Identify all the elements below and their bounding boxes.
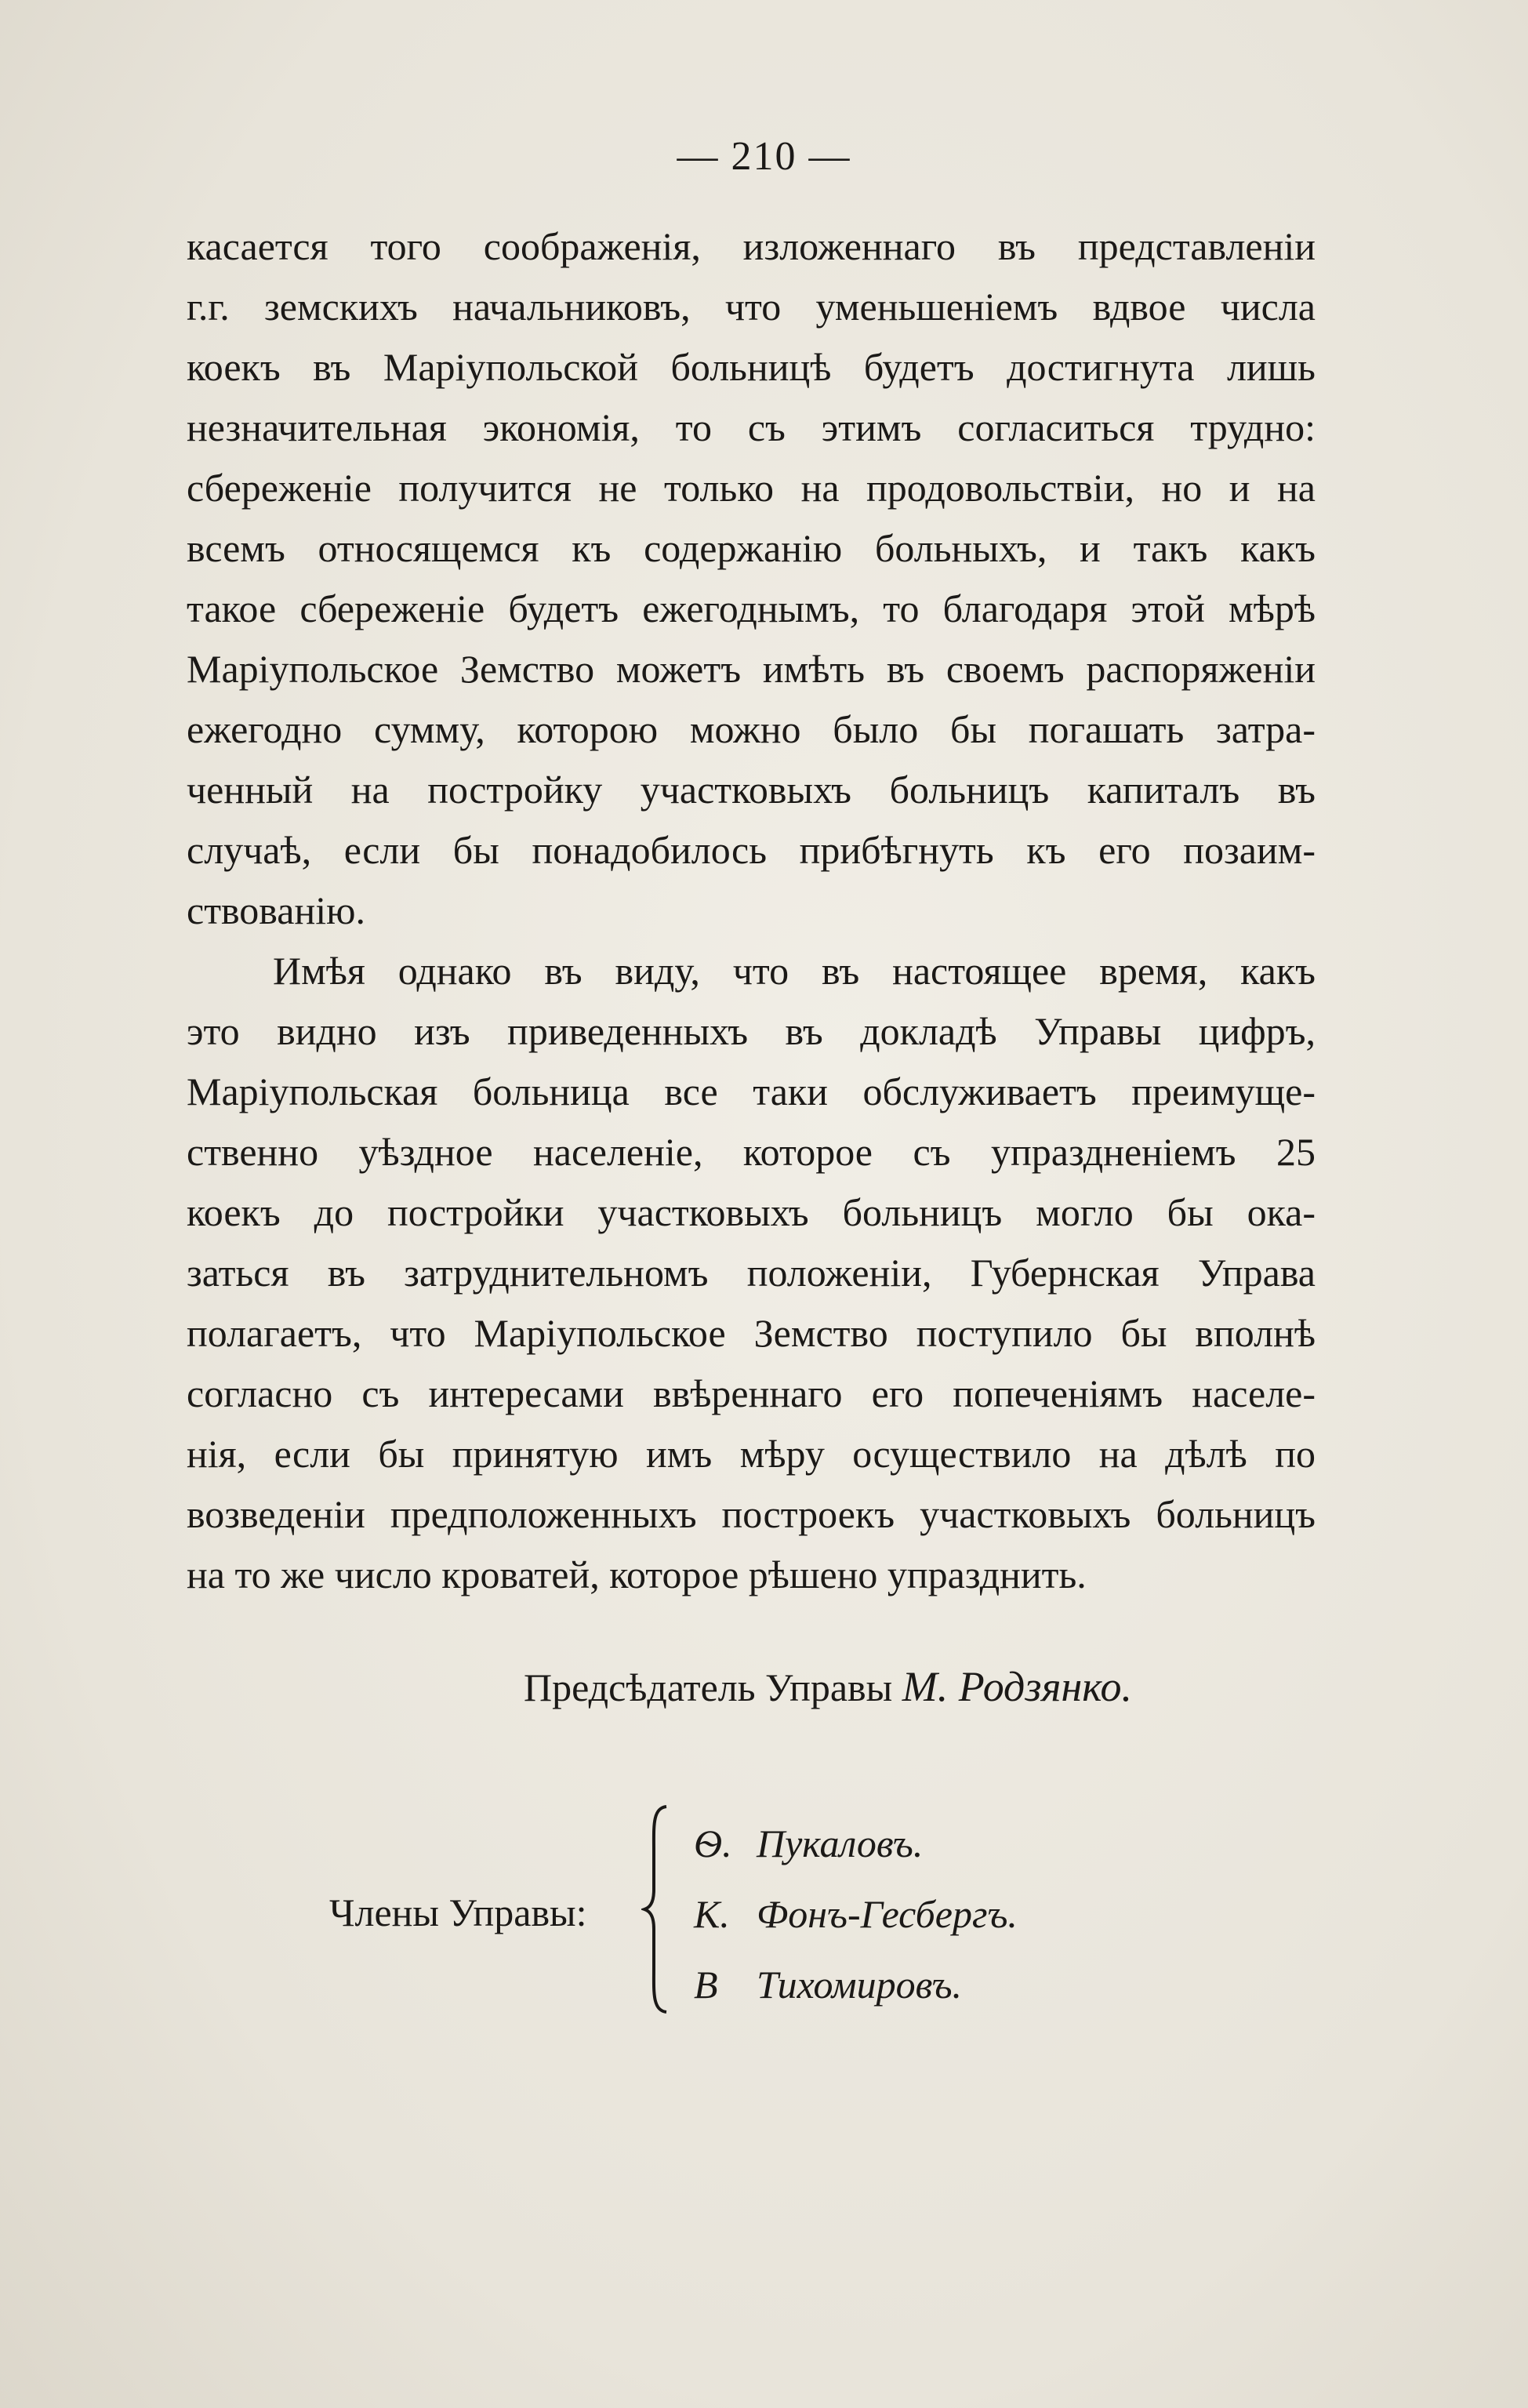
curly-brace-icon — [641, 1803, 673, 2015]
member-surname: Фонъ-Гесбергъ. — [757, 1892, 1018, 1936]
text-line: ственно уѣздное населеніе, которое съ упраздненіемъ 25 — [187, 1130, 1316, 1174]
text-line: нія, если бы принятую имъ мѣру осуществило на дѣлѣ по — [187, 1432, 1316, 1476]
paragraph-2 — [187, 941, 1316, 1605]
page-number: — 210 — — [677, 134, 851, 179]
text-line: ченный на постройку участковыхъ больницъ капиталъ въ — [187, 768, 1316, 812]
text-line: Маріупольская больница все таки обслуживаетъ преимуще- — [187, 1070, 1316, 1113]
text-line: на то же число кроватей, которое рѣшено упразднить. — [187, 1553, 1087, 1596]
text-line: такое сбереженіе будетъ ежегоднымъ, то благодаря этой мѣрѣ — [187, 587, 1316, 630]
member-name — [694, 1821, 923, 1866]
board-members — [329, 1803, 1113, 2023]
text-line: г.г. земскихъ начальниковъ, что уменьшеніемъ вдвое числа — [187, 285, 1316, 329]
text-line: ежегодно сумму, которою можно было бы погашать затра- — [187, 707, 1316, 751]
text-line: согласно съ интересами ввѣреннаго его попеченіямъ населе- — [187, 1371, 1316, 1415]
member-surname: Тихомировъ. — [757, 1963, 963, 2007]
text-line: всемъ относящемся къ содержанію больныхъ, и такъ какъ — [187, 526, 1316, 570]
member-surname: Пукаловъ. — [757, 1821, 924, 1865]
paragraph-1 — [187, 216, 1316, 941]
chairman-title: Предсѣдатель Управы — [524, 1665, 893, 1709]
text-line: Маріупольское Земство можетъ имѣть въ своемъ распоряженіи — [187, 647, 1316, 691]
text-line: возведеніи предположенныхъ построекъ участковыхъ больницъ — [187, 1492, 1316, 1536]
chairman-name: М. Родзянко. — [902, 1663, 1133, 1710]
text-line: касается того соображенія, изложеннаго въ представленіи — [187, 224, 1316, 268]
member-initial: Ѳ. — [694, 1821, 732, 1865]
text-line: коекъ въ Маріупольской больницѣ будетъ достигнута лишь — [187, 345, 1316, 389]
member-name — [694, 1962, 962, 2007]
text-line: незначительная экономія, то съ этимъ согласиться трудно: — [187, 405, 1316, 449]
text-line: случаѣ, если бы понадобилось прибѣгнуть къ его позаим- — [187, 828, 1316, 872]
text-line: это видно изъ приведенныхъ въ докладѣ Управы цифръ, — [187, 1009, 1316, 1053]
member-initial: К. — [694, 1892, 730, 1936]
chairman-signature — [524, 1662, 1132, 1711]
text-line: сбереженіе получится не только на продовольствіи, но и на — [187, 466, 1316, 510]
text-line: Имѣя однако въ виду, что въ настоящее время, какъ — [273, 949, 1316, 993]
body-text — [187, 216, 1316, 1605]
member-name — [694, 1891, 1018, 1937]
members-label: Члены Управы: — [329, 1890, 587, 1934]
member-initial: В — [694, 1963, 718, 2007]
text-line: полагаетъ, что Маріупольское Земство поступило бы вполнѣ — [187, 1311, 1316, 1355]
text-line: заться въ затруднительномъ положеніи, Губернская Управа — [187, 1251, 1316, 1295]
text-line: коекъ до постройки участковыхъ больницъ могло бы ока- — [187, 1190, 1316, 1234]
text-line: ствованію. — [187, 888, 365, 932]
